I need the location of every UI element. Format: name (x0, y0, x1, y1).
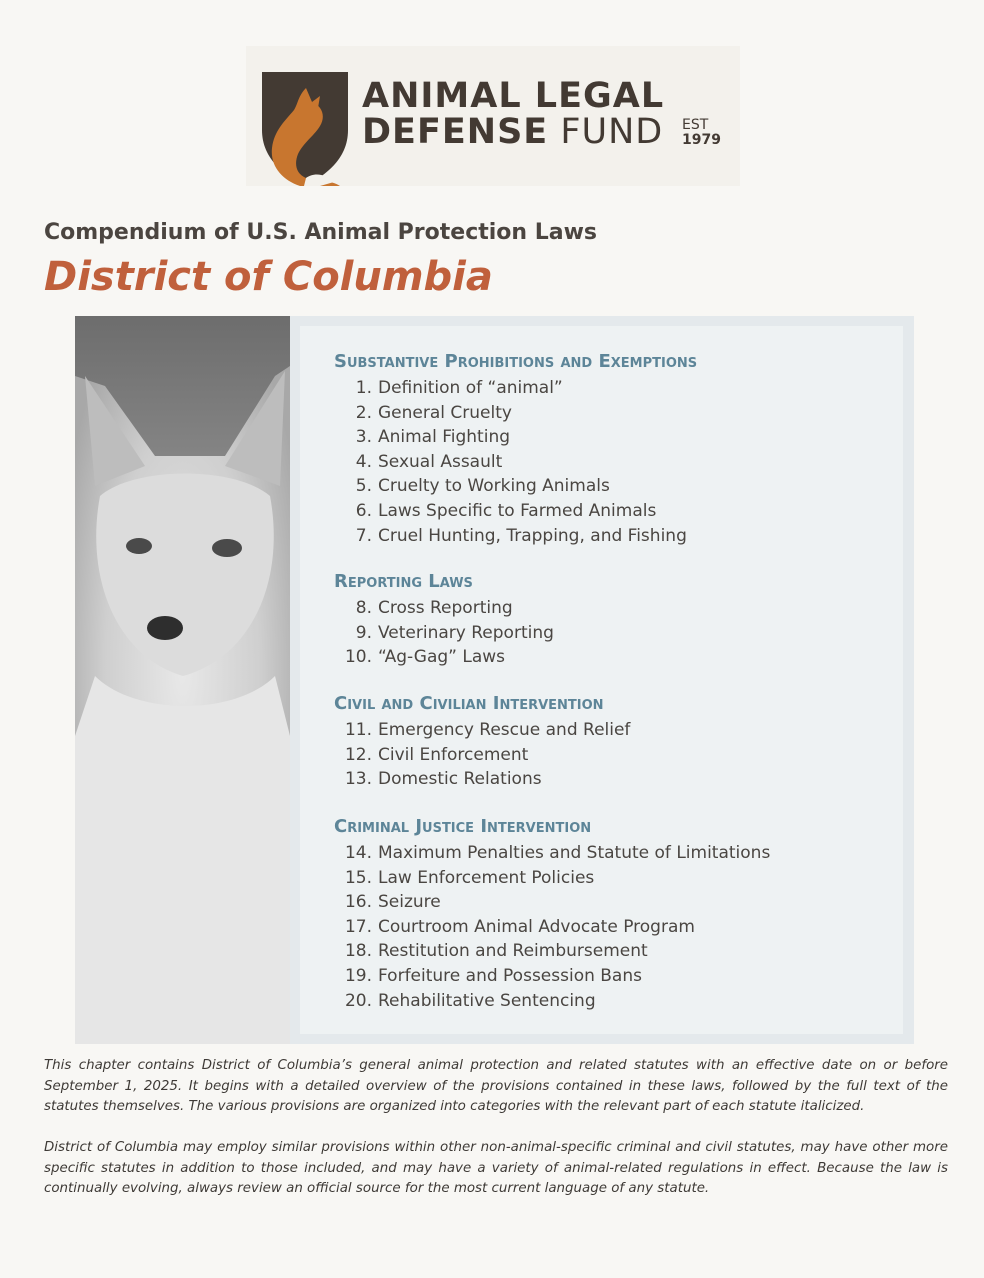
est-year: 1979 (682, 132, 721, 148)
logo (246, 46, 740, 186)
toc-item[interactable]: 3. Animal Fighting (355, 427, 511, 448)
intro-paragraph-2: District of Columbia may employ similar provisions within other non-animal-specific criminal and civil statutes, may have other more specific statutes in addition to those included, and may have a variety of animal-related regulations in effect. Because the law is continually evolving, always review an official source for the most current language of any statute. (44, 1140, 948, 1196)
toc-item[interactable]: 10. “Ag-Gag” Laws (344, 647, 506, 668)
toc-item[interactable]: 2. General Cruelty (355, 402, 512, 423)
toc-item[interactable]: 19. Forfeiture and Possession Bans (344, 965, 642, 986)
section-title: Substantive Prohibitions and Exemptions (334, 351, 698, 372)
section-title: Criminal Justice Intervention (334, 816, 592, 837)
toc-section-civil (334, 693, 630, 792)
section-title: Reporting Laws (334, 571, 473, 592)
toc-item[interactable]: 15. Law Enforcement Policies (344, 867, 595, 888)
toc-item[interactable]: 16. Seizure (344, 892, 441, 913)
toc-item[interactable]: 13. Domestic Relations (344, 769, 542, 790)
toc-item[interactable]: 6. Laws Specific to Farmed Animals (355, 500, 657, 521)
est-label: EST (682, 117, 709, 133)
toc-item[interactable]: 4. Sexual Assault (355, 451, 503, 472)
toc-item[interactable]: 7. Cruel Hunting, Trapping, and Fishing (355, 525, 687, 546)
brand-fund: FUND (560, 112, 664, 152)
brand-line-2 (362, 112, 663, 152)
toc-item[interactable]: 12. Civil Enforcement (344, 744, 529, 765)
toc-item[interactable]: 18. Restitution and Reimbursement (344, 941, 648, 962)
contents-panel (75, 316, 914, 1044)
toc-item[interactable]: 11. Emergency Rescue and Relief (344, 720, 631, 740)
toc-section-substantive (334, 351, 697, 548)
fox-photo (75, 316, 290, 1044)
toc-item[interactable]: 20. Rehabilitative Sentencing (344, 990, 596, 1011)
brand-defense: DEFENSE (362, 112, 549, 152)
toc-item[interactable]: 5. Cruelty to Working Animals (355, 476, 610, 497)
fox-shield-icon (260, 68, 350, 188)
intro-paragraph-1: This chapter contains District of Columbia’s general animal protection and related statutes with an effective date on or before September 1, 2025. It begins with a detailed overview of the provisions contained in these laws, followed by the full text of the statutes themselves. The various provisions are organized into categories with the relevant part of each statute italicized. (44, 1058, 948, 1114)
toc-section-criminal (334, 816, 770, 1013)
brand-line-1: ANIMAL LEGAL (362, 76, 665, 116)
page-subtitle: Compendium of U.S. Animal Protection Laws (44, 220, 598, 245)
toc-section-reporting (334, 571, 554, 670)
table-of-contents (300, 326, 903, 1034)
toc-item[interactable]: 14. Maximum Penalties and Statute of Limitations (344, 843, 771, 863)
toc-item[interactable]: 1. Definition of “animal” (355, 378, 563, 398)
section-title: Civil and Civilian Intervention (334, 693, 604, 714)
page-title: District of Columbia (44, 254, 493, 300)
est-badge (682, 118, 721, 148)
toc-item[interactable]: 8. Cross Reporting (355, 598, 513, 618)
toc-item[interactable]: 9. Veterinary Reporting (355, 622, 554, 643)
toc-item[interactable]: 17. Courtroom Animal Advocate Program (344, 916, 695, 937)
